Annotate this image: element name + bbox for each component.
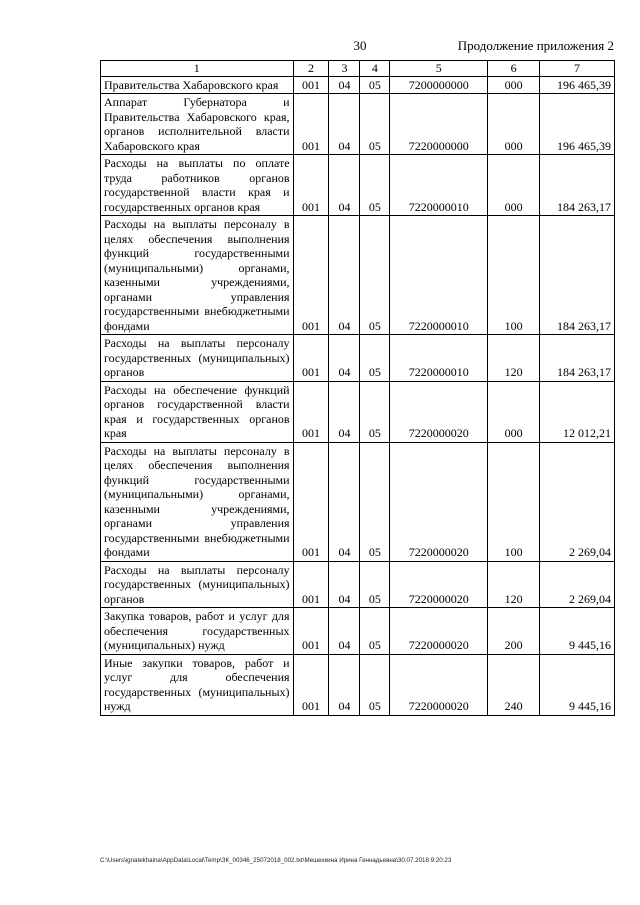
section-cell: 04 — [329, 216, 360, 335]
column-header: 7 — [540, 61, 615, 77]
target-article-cell: 7220000010 — [390, 216, 488, 335]
continuation-label: Продолжение приложения 2 — [457, 38, 614, 53]
table-row — [101, 654, 615, 715]
section-cell: 04 — [329, 561, 360, 608]
row-name-cell: Правительства Хабаровского края — [101, 76, 294, 94]
expense-type-cell: 000 — [488, 76, 540, 94]
subsection-cell: 05 — [360, 216, 390, 335]
amount-cell: 12 012,21 — [540, 381, 615, 442]
amount-cell: 196 465,39 — [540, 94, 615, 155]
subsection-cell: 05 — [360, 76, 390, 94]
subsection-cell: 05 — [360, 155, 390, 216]
section-cell: 04 — [329, 381, 360, 442]
section-cell: 04 — [329, 76, 360, 94]
row-name-cell: Расходы на выплаты персоналу государственных (муниципальных) органов — [101, 561, 294, 608]
expense-type-cell: 240 — [488, 654, 540, 715]
table-row — [101, 94, 615, 155]
row-name-cell: Иные закупки товаров, работ и услуг для обеспечения государственных (муниципальных) нужд — [101, 654, 294, 715]
admin-code-cell: 001 — [293, 561, 329, 608]
section-cell: 04 — [329, 335, 360, 382]
amount-cell: 9 445,16 — [540, 608, 615, 655]
table-row — [101, 381, 615, 442]
target-article-cell: 7220000000 — [390, 94, 488, 155]
target-article-cell: 7220000010 — [390, 155, 488, 216]
target-article-cell: 7220000010 — [390, 335, 488, 382]
subsection-cell: 05 — [360, 608, 390, 655]
target-article-cell: 7220000020 — [390, 608, 488, 655]
file-path-footer: C:\Users\ignatekhaina\AppData\Local\Temp\ЗК_00346_25072018_002.txt\Мешехкина Ирина Геннадьевна\30.07.2018 9:20:23 — [100, 857, 452, 864]
expense-type-cell: 200 — [488, 608, 540, 655]
column-header: 1 — [101, 61, 294, 77]
column-header: 4 — [360, 61, 390, 77]
target-article-cell: 7220000020 — [390, 442, 488, 561]
table-row — [101, 608, 615, 655]
expense-type-cell: 000 — [488, 155, 540, 216]
table-row — [101, 442, 615, 561]
amount-cell: 184 263,17 — [540, 335, 615, 382]
subsection-cell: 05 — [360, 335, 390, 382]
amount-cell: 2 269,04 — [540, 561, 615, 608]
subsection-cell: 05 — [360, 561, 390, 608]
table-body — [101, 76, 615, 715]
target-article-cell: 7220000020 — [390, 381, 488, 442]
subsection-cell: 05 — [360, 94, 390, 155]
table-row — [101, 216, 615, 335]
table-row — [101, 335, 615, 382]
row-name-cell: Закупка товаров, работ и услуг для обеспечения государственных (муниципальных) нужд — [101, 608, 294, 655]
page-number: 30 — [353, 38, 367, 53]
expense-type-cell: 120 — [488, 335, 540, 382]
table-row — [101, 76, 615, 94]
amount-cell: 196 465,39 — [540, 76, 615, 94]
admin-code-cell: 001 — [293, 335, 329, 382]
subsection-cell: 05 — [360, 654, 390, 715]
amount-cell: 184 263,17 — [540, 155, 615, 216]
row-name-cell: Расходы на выплаты персоналу в целях обеспечения выполнения функций государственными (муниципальными) органами, казенными учреждениями, органами управления государственными внебюджетными фондами — [101, 216, 294, 335]
admin-code-cell: 001 — [293, 608, 329, 655]
amount-cell: 2 269,04 — [540, 442, 615, 561]
admin-code-cell: 001 — [293, 381, 329, 442]
admin-code-cell: 001 — [293, 216, 329, 335]
row-name-cell: Расходы на выплаты персоналу государственных (муниципальных) органов — [101, 335, 294, 382]
section-cell: 04 — [329, 442, 360, 561]
target-article-cell: 7200000000 — [390, 76, 488, 94]
column-header: 6 — [488, 61, 540, 77]
admin-code-cell: 001 — [293, 94, 329, 155]
expense-type-cell: 100 — [488, 442, 540, 561]
section-cell: 04 — [329, 94, 360, 155]
section-cell: 04 — [329, 608, 360, 655]
target-article-cell: 7220000020 — [390, 561, 488, 608]
table-header-row — [101, 61, 615, 77]
expense-type-cell: 100 — [488, 216, 540, 335]
admin-code-cell: 001 — [293, 76, 329, 94]
column-header: 5 — [390, 61, 488, 77]
admin-code-cell: 001 — [293, 155, 329, 216]
expense-type-cell: 120 — [488, 561, 540, 608]
row-name-cell: Расходы на выплаты персоналу в целях обеспечения выполнения функций государственными (муниципальными) органами, казенными учреждениями, органами управления государственными внебюджетными фондами — [101, 442, 294, 561]
row-name-cell: Аппарат Губернатора и Правительства Хабаровского края, органов исполнительной власти Хабаровского края — [101, 94, 294, 155]
column-header: 2 — [293, 61, 329, 77]
row-name-cell: Расходы на обеспечение функций органов государственной власти края и государственных органов края — [101, 381, 294, 442]
admin-code-cell: 001 — [293, 654, 329, 715]
expense-type-cell: 000 — [488, 94, 540, 155]
expense-type-cell: 000 — [488, 381, 540, 442]
admin-code-cell: 001 — [293, 442, 329, 561]
section-cell: 04 — [329, 654, 360, 715]
column-header: 3 — [329, 61, 360, 77]
target-article-cell: 7220000020 — [390, 654, 488, 715]
subsection-cell: 05 — [360, 381, 390, 442]
amount-cell: 9 445,16 — [540, 654, 615, 715]
subsection-cell: 05 — [360, 442, 390, 561]
table-row — [101, 155, 615, 216]
section-cell: 04 — [329, 155, 360, 216]
row-name-cell: Расходы на выплаты по оплате труда работников органов государственной власти края и государственных органов края — [101, 155, 294, 216]
amount-cell: 184 263,17 — [540, 216, 615, 335]
budget-table — [100, 60, 615, 716]
table-row — [101, 561, 615, 608]
